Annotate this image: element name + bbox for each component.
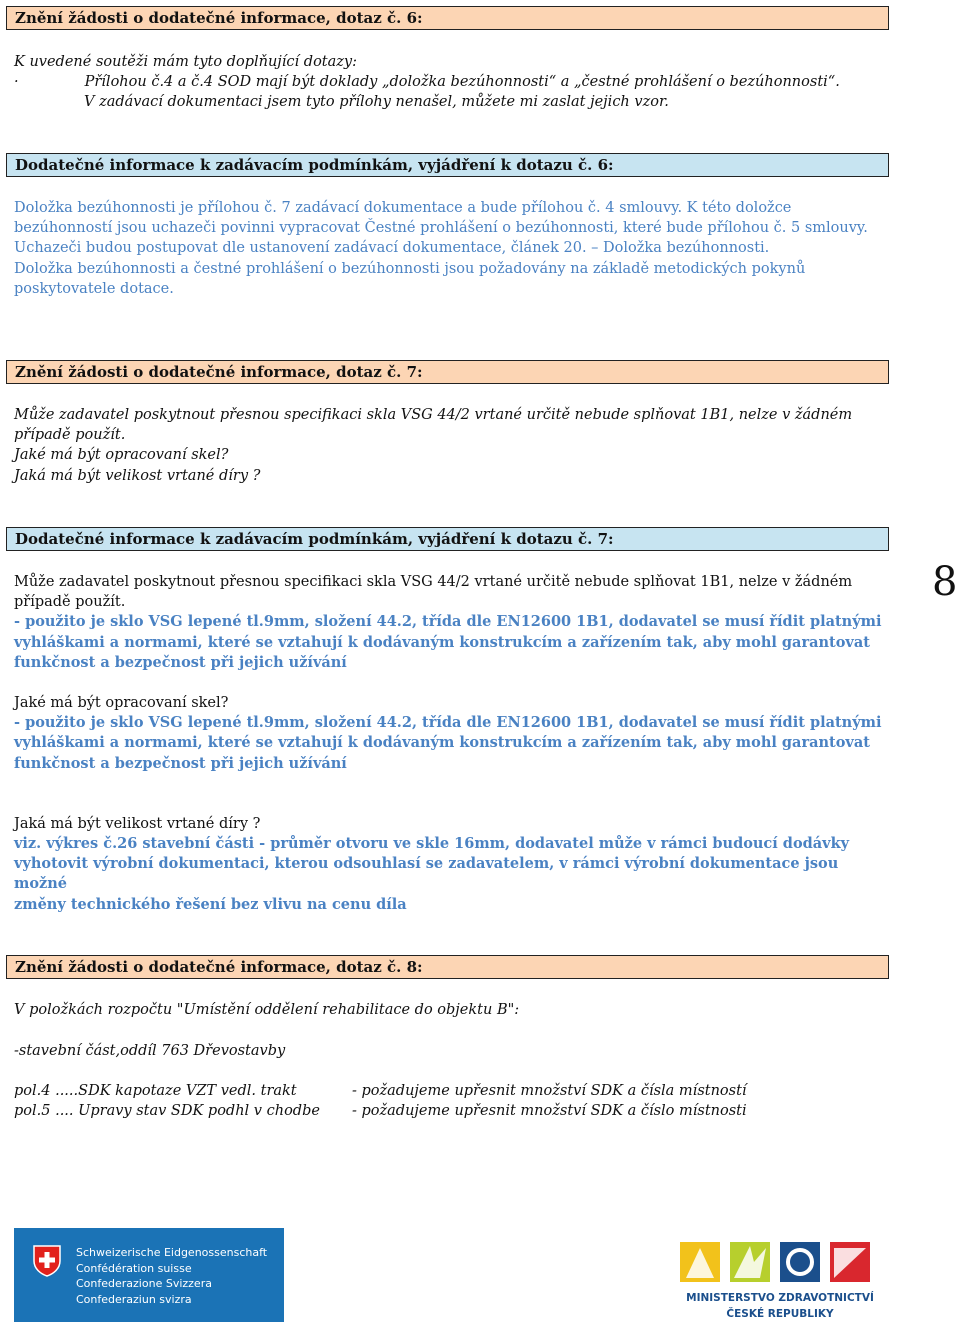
budget-item-request: - požadujeme upřesnit množství SDK a číslo místnosti xyxy=(352,1103,747,1119)
answer-7-header xyxy=(6,527,889,551)
answer-6-line: Doložka bezúhonnosti je přílohou č. 7 zadávací dokumentace a bude přílohou č. 4 smlouvy. K této doložce xyxy=(14,200,792,216)
question-8-header-text: Znění žádosti o dodatečné informace, dotaz č. 8: xyxy=(15,958,423,976)
question-8-line: V položkách rozpočtu "Umístění oddělení rehabilitace do objektu B": xyxy=(14,1002,520,1018)
swiss-confederation-names xyxy=(76,1245,267,1307)
budget-item-position: pol.4 .....SDK kapotaze VZT vedl. trakt xyxy=(14,1083,297,1099)
question-6-item-1-text: Přílohou č.4 a č.4 SOD mají být doklady „doložka bezúhonnosti“ a „čestné prohlášení o bezúhonnosti“. xyxy=(84,74,840,91)
ministry-of-health-logo xyxy=(680,1238,880,1324)
answer-7-reply-line: vyhotovit výrobní dokumentaci, kterou odsouhlasí se zadavatelem, v rámci výrobní dokumentace jsou možné xyxy=(14,855,839,893)
answer-6-line: Uchazeči budou postupovat dle ustanovení zadávací dokumentace, článek 20. – Doložka bezúhonnosti. xyxy=(14,240,770,257)
question-6-item-1 xyxy=(14,72,894,92)
answer-7-reply-line: funkčnost a bezpečnost při jejich užívání xyxy=(14,754,347,772)
question-6-item-2-text: V zadávací dokumentaci jsem tyto přílohy nenašel, můžete mi zaslat jejich vzor. xyxy=(84,94,669,111)
answer-7-reply-line: viz. výkres č.26 stavební části - průměr otvoru ve skle 16mm, dodavatel může v rámci budoucí dodávky xyxy=(14,835,850,853)
question-7-header-text: Znění žádosti o dodatečné informace, dotaz č. 7: xyxy=(15,363,423,381)
swiss-shield-icon xyxy=(32,1245,62,1277)
question-6-header xyxy=(6,6,889,30)
budget-item-position: pol.5 .... Upravy stav SDK podhl v chodbe xyxy=(14,1103,320,1119)
answer-7-question-line: Jaké má být opracovaní skel? xyxy=(14,695,229,712)
swiss-name-it: Confederazione Svizzera xyxy=(76,1277,212,1290)
question-8-line: -stavební část,oddíl 763 Dřevostavby xyxy=(14,1043,286,1059)
answer-6-line: bezúhonností jsou uchazeči povinni vypracovat Čestné prohlášení o bezúhonnosti, které bude přílohou č. 5 smlouvy. xyxy=(14,220,868,237)
question-7-line: Jaká má být velikost vrtané díry ? xyxy=(14,467,261,484)
bullet-mark: · xyxy=(14,74,19,91)
ministry-name-line-2: ČESKÉ REPUBLIKY xyxy=(726,1308,834,1320)
answer-7-header-text: Dodatečné informace k zadávacím podmínkám, vyjádření k dotazu č. 7: xyxy=(15,530,614,548)
swiss-name-rm: Confederaziun svizra xyxy=(76,1292,192,1306)
question-8-header xyxy=(6,955,889,979)
answer-7-reply-line: - použito je sklo VSG lepené tl.9mm, složení 44.2, třída dle EN12600 1B1, dodavatel se musí řídit platnými xyxy=(14,613,882,631)
question-6-body xyxy=(14,52,894,113)
question-6-intro: K uvedené soutěži mám tyto doplňující dotazy: xyxy=(14,54,357,70)
swiss-name-de: Schweizerische Eidgenossenschaft xyxy=(76,1246,268,1259)
answer-7-question-line: Může zadavatel poskytnout přesnou specifikaci skla VSG 44/2 vrtané určitě nebude splňovat 1B1, nelze v žádném xyxy=(14,574,853,590)
answer-7-reply-line: vyhláškami a normami, které se vztahují k dodávaným konstrukcím a zařízením tak, aby mohl garantovat xyxy=(14,633,870,651)
budget-item-request: - požadujeme upřesnit množství SDK a čísla místností xyxy=(352,1083,747,1099)
question-7-line: případě použít. xyxy=(14,427,126,444)
answer-6-body xyxy=(14,198,894,299)
answer-7-reply-line: vyhláškami a normami, které se vztahují k dodávaným konstrukcím a zařízením tak, aby mohl garantovat xyxy=(14,734,870,752)
answer-7-question-line: případě použít. xyxy=(14,594,126,611)
swiss-confederation-logo xyxy=(14,1228,284,1322)
swiss-name-fr: Confédération suisse xyxy=(76,1261,192,1275)
ministry-name-line-1: MINISTERSTVO ZDRAVOTNICTVÍ xyxy=(686,1292,874,1304)
ministry-logo-tiles-icon xyxy=(680,1238,880,1288)
answer-7-question-line: Jaká má být velikost vrtané díry ? xyxy=(14,815,261,832)
answer-6-line: Doložka bezúhonnosti a čestné prohlášení o bezúhonnosti jsou požadovány na základě metodických pokynů xyxy=(14,260,806,277)
question-6-header-text: Znění žádosti o dodatečné informace, dotaz č. 6: xyxy=(15,9,423,27)
answer-7-body xyxy=(14,572,894,915)
question-7-header xyxy=(6,360,889,384)
answer-7-reply-line: funkčnost a bezpečnost při jejich užívání xyxy=(14,653,347,671)
question-7-line: Může zadavatel poskytnout přesnou specifikaci skla VSG 44/2 vrtané určitě nebude splňovat 1B1, nelze v žádném xyxy=(14,407,853,423)
answer-7-reply-line: změny technického řešení bez vlivu na cenu díla xyxy=(14,895,407,913)
question-7-body xyxy=(14,405,894,486)
question-7-line: Jaké má být opracovaní skel? xyxy=(14,447,229,464)
answer-6-header xyxy=(6,153,889,177)
page-number: 8 xyxy=(932,559,958,605)
question-6-item-2 xyxy=(14,92,894,112)
answer-6-line: poskytovatele dotace. xyxy=(14,280,174,297)
answer-6-header-text: Dodatečné informace k zadávacím podmínkám, vyjádření k dotazu č. 6: xyxy=(15,156,614,174)
answer-7-reply-line: - použito je sklo VSG lepené tl.9mm, složení 44.2, třída dle EN12600 1B1, dodavatel se musí řídit platnými xyxy=(14,714,882,732)
